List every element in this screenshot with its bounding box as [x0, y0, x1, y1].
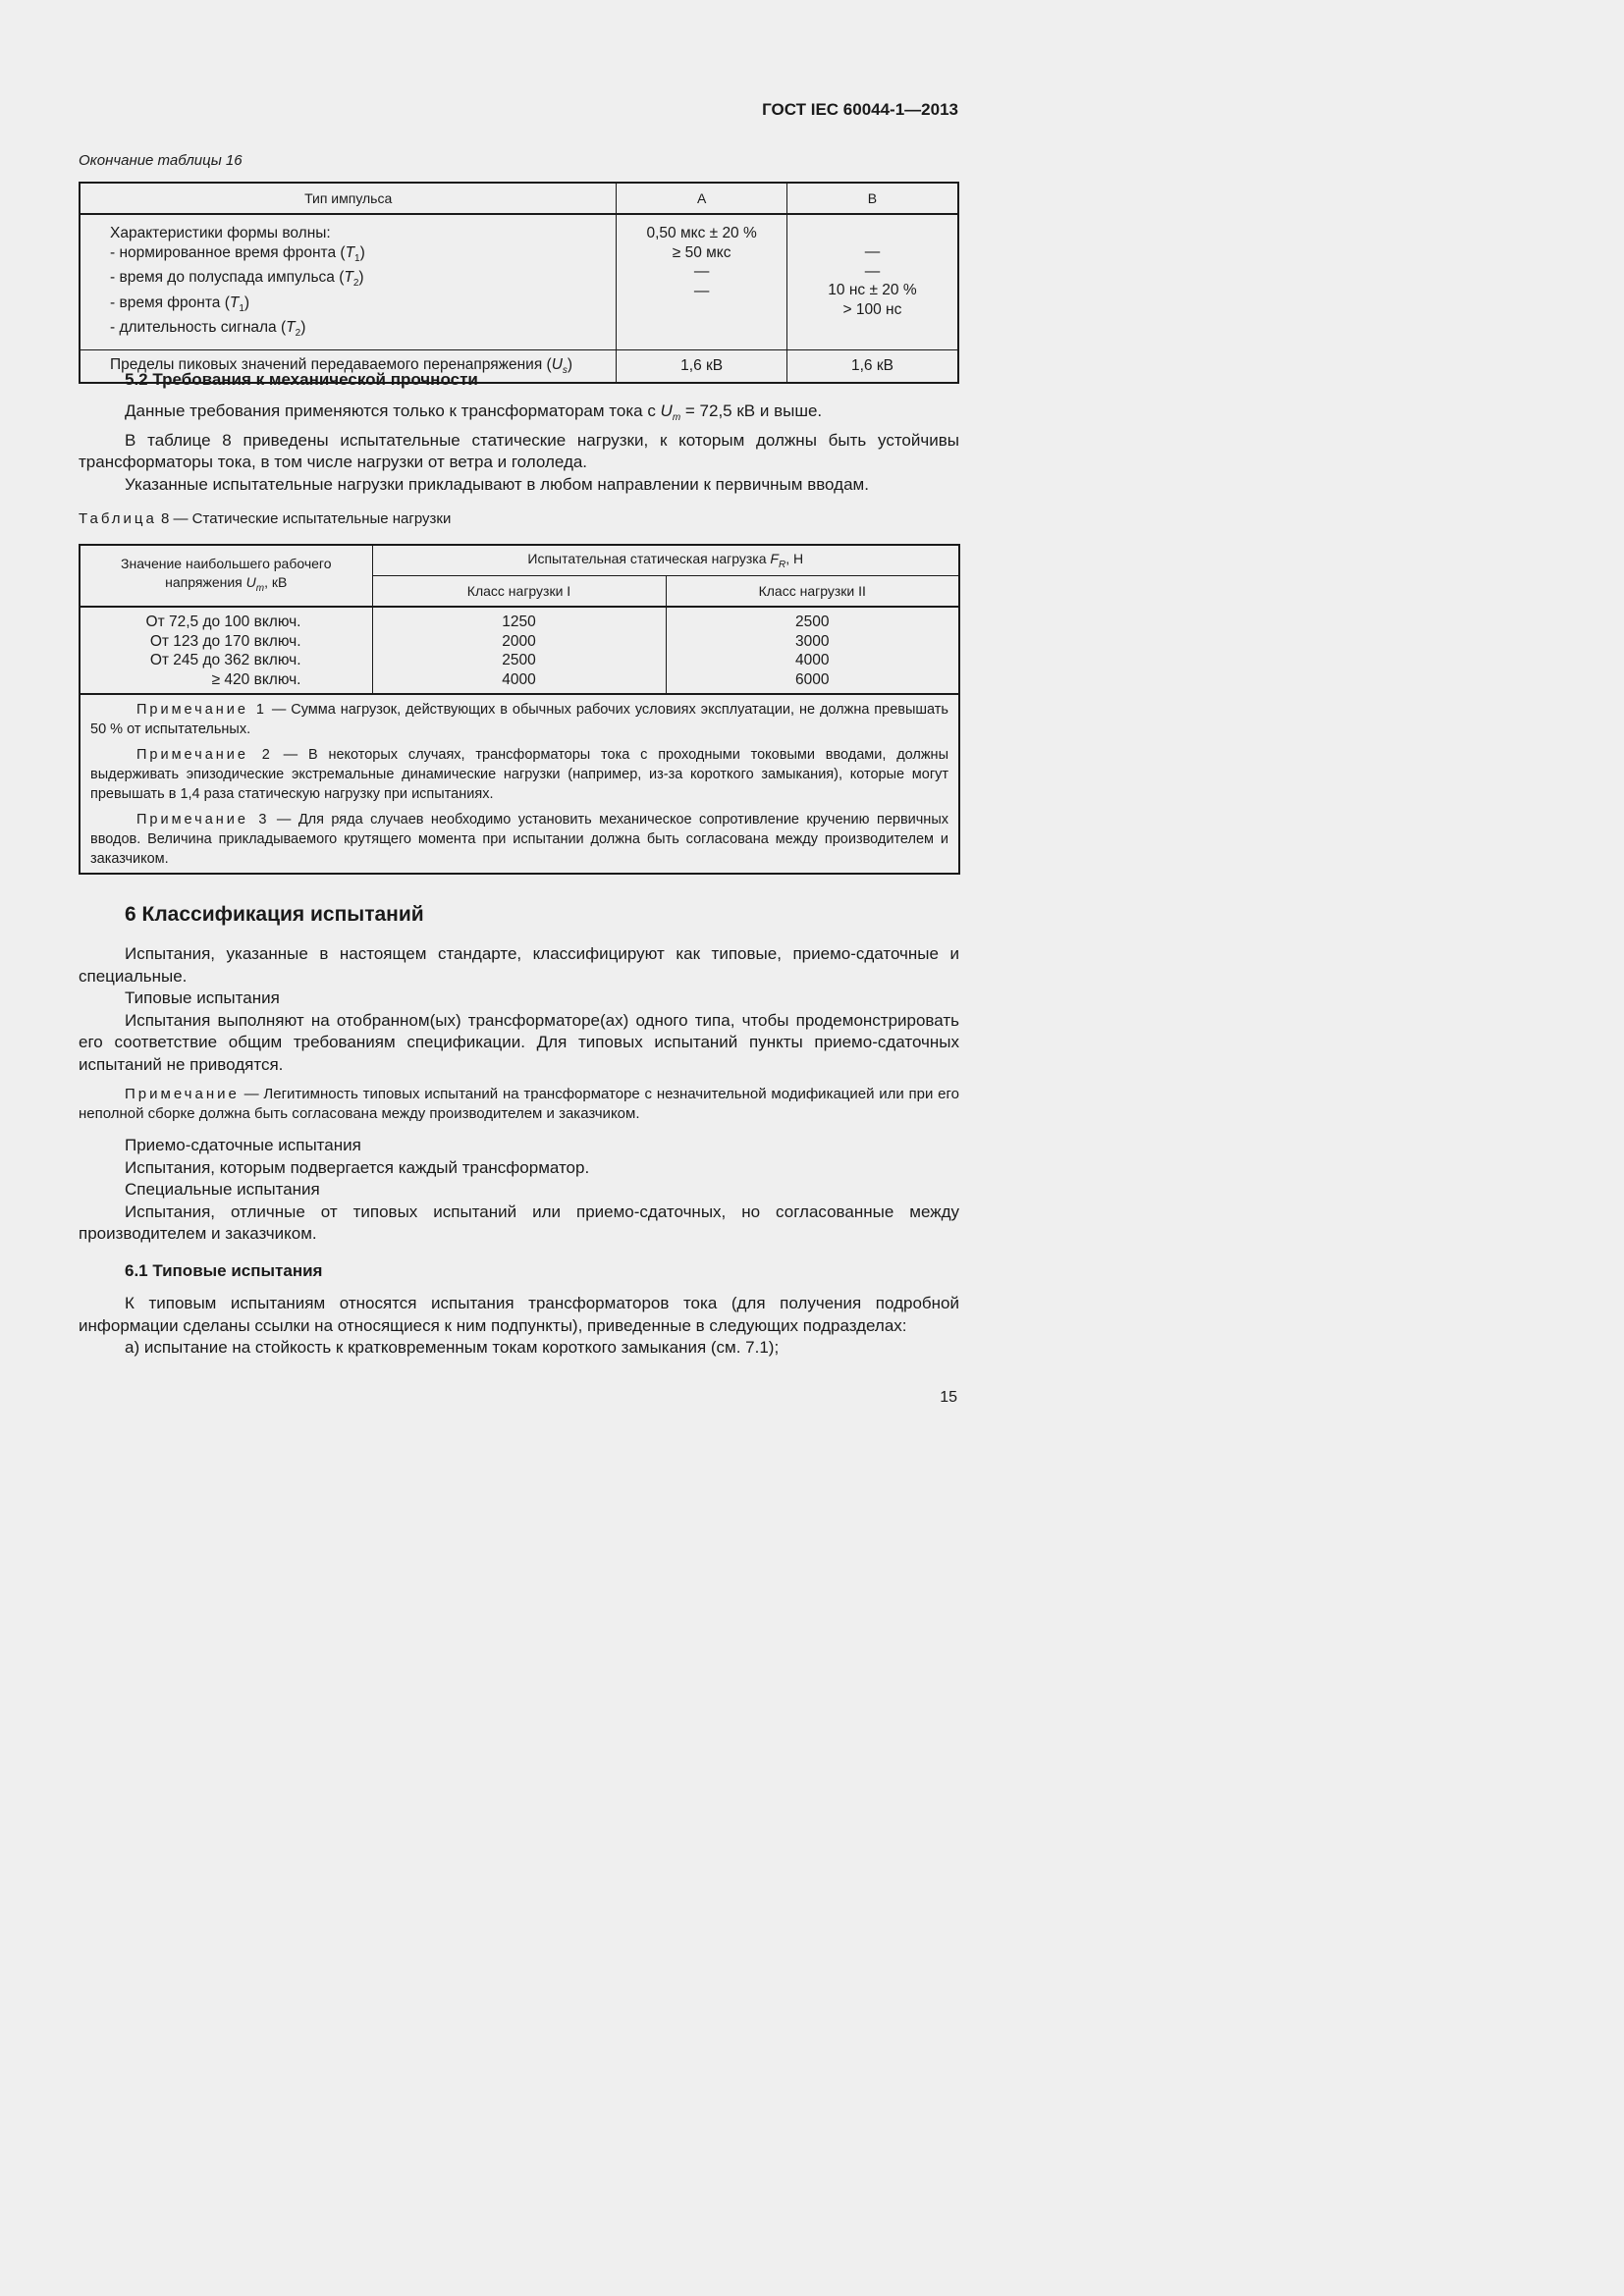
table8-class1-values: 1250 2000 2500 4000	[372, 607, 666, 694]
table16-peak-a: 1,6 кВ	[617, 349, 787, 383]
section-6-text-top: Испытания, указанные в настоящем стандарте, классифицируют как типовые, приемо-сдаточные и специальные. Типовые испытания Испытания выполняют на отобранном(ых) трансформаторе(ах) одного типа, чтобы продемонстрировать его соответствие общим требованиям спецификации. Для типовых испытаний пункты приемо-сдаточных испытаний не приводятся.	[79, 944, 959, 1074]
table16-a-values: 0,50 мкс ± 20 % ≥ 50 мкс — —	[617, 214, 787, 349]
table8-caption: Таблица 8 — Статические испытательные нагрузки	[79, 510, 452, 527]
section-6-1-title: 6.1 Типовые испытания	[125, 1261, 323, 1280]
table8-class1-header: Класс нагрузки I	[372, 576, 666, 608]
table8-voltage-header: Значение наибольшего рабочего напряжения $U_m$, кВ	[80, 545, 372, 607]
table8-note-1: Примечание 1 — Сумма нагрузок, действующих в обычных рабочих условиях эксплуатации, не должна превышать 50 % от испытательных.	[90, 702, 948, 737]
table8-class2-header: Класс нагрузки II	[666, 576, 959, 608]
table16-peak-b: 1,6 кВ	[786, 349, 958, 383]
table16-header-type: Тип импульса	[80, 183, 617, 214]
section-5-2-text: Данные требования применяются только к трансформаторам тока с $U_m = 72,5$ кВ и выше. В таблице 8 приведены испытательные статические нагрузки, к которым должны быть устойчивы трансформаторы тока, в том числе нагрузки от ветра и гололеда. Указанные испытательные нагрузки прикладывают в любом направлении к первичным вводам.	[79, 401, 959, 494]
section-6-title: 6 Классификация испытаний	[125, 903, 424, 926]
table16-header-a: А	[617, 183, 787, 214]
table16-peak-label: Пределы пиковых значений передаваемого перенапряжения $(U_s)$	[80, 349, 617, 383]
page-number: 15	[940, 1389, 957, 1406]
table16-waveform-labels: Характеристики формы волны: - нормированное время фронта $(T_1)$ - время до полуспада импульса $(T_2)$ - время фронта $(T_1)$ - длительность сигнала $(T_2)$	[80, 214, 617, 349]
table8-note-3: Примечание 3 — Для ряда случаев необходимо установить механическое сопротивление кручению первичных вводов. Величина прикладываемого крутящего момента при испытании должна быть согласована между производителем и заказчиком.	[90, 812, 948, 867]
table16-header-b: В	[786, 183, 958, 214]
section-6-text-bottom: Приемо-сдаточные испытания Испытания, которым подвергается каждый трансформатор. Специальные испытания Испытания, отличные от типовых испытаний или приемо-сдаточных, но согласованные между производителем и заказчиком.	[79, 1136, 959, 1243]
table8	[79, 544, 960, 875]
table16-caption: Окончание таблицы 16	[79, 152, 243, 169]
table16	[79, 182, 959, 384]
document-code: ГОСТ IEC 60044-1—2013	[762, 100, 958, 119]
table8-note-2: Примечание 2 — В некоторых случаях, трансформаторы тока с проходными токовыми вводами, должны выдерживать эпизодические экстремальные динамические нагрузки (например, из-за короткого замыкания), которые могут превышать в 1,4 раза статическую нагрузку при испытаниях.	[90, 747, 948, 802]
table8-class2-values: 2500 3000 4000 6000	[666, 607, 959, 694]
table8-notes	[80, 694, 959, 874]
section-5-2-title: 5.2 Требования к механической прочности	[125, 370, 478, 389]
table16-b-values: — — 10 нс ± 20 % > 100 нс	[786, 214, 958, 349]
section-6-1-text: К типовым испытаниям относятся испытания трансформаторов тока (для получения подробной информации сделаны ссылки на относящиеся к ним подпункты), приведенные в следующих подразделах: а) испытание на стойкость к кратковременным токам короткого замыкания (см. 7.1);	[79, 1294, 959, 1357]
table8-load-group-header: Испытательная статическая нагрузка $F_R$, Н	[372, 545, 959, 576]
table8-ranges: От 72,5 до 100 включ. От 123 до 170 включ. От 245 до 362 включ. ≥ 420 включ.	[80, 607, 372, 694]
section-6-note: Примечание — Легитимность типовых испытаний на трансформаторе с незначительной модификацией или при его неполной сборке должна быть согласована между производителем и заказчиком.	[79, 1086, 959, 1122]
